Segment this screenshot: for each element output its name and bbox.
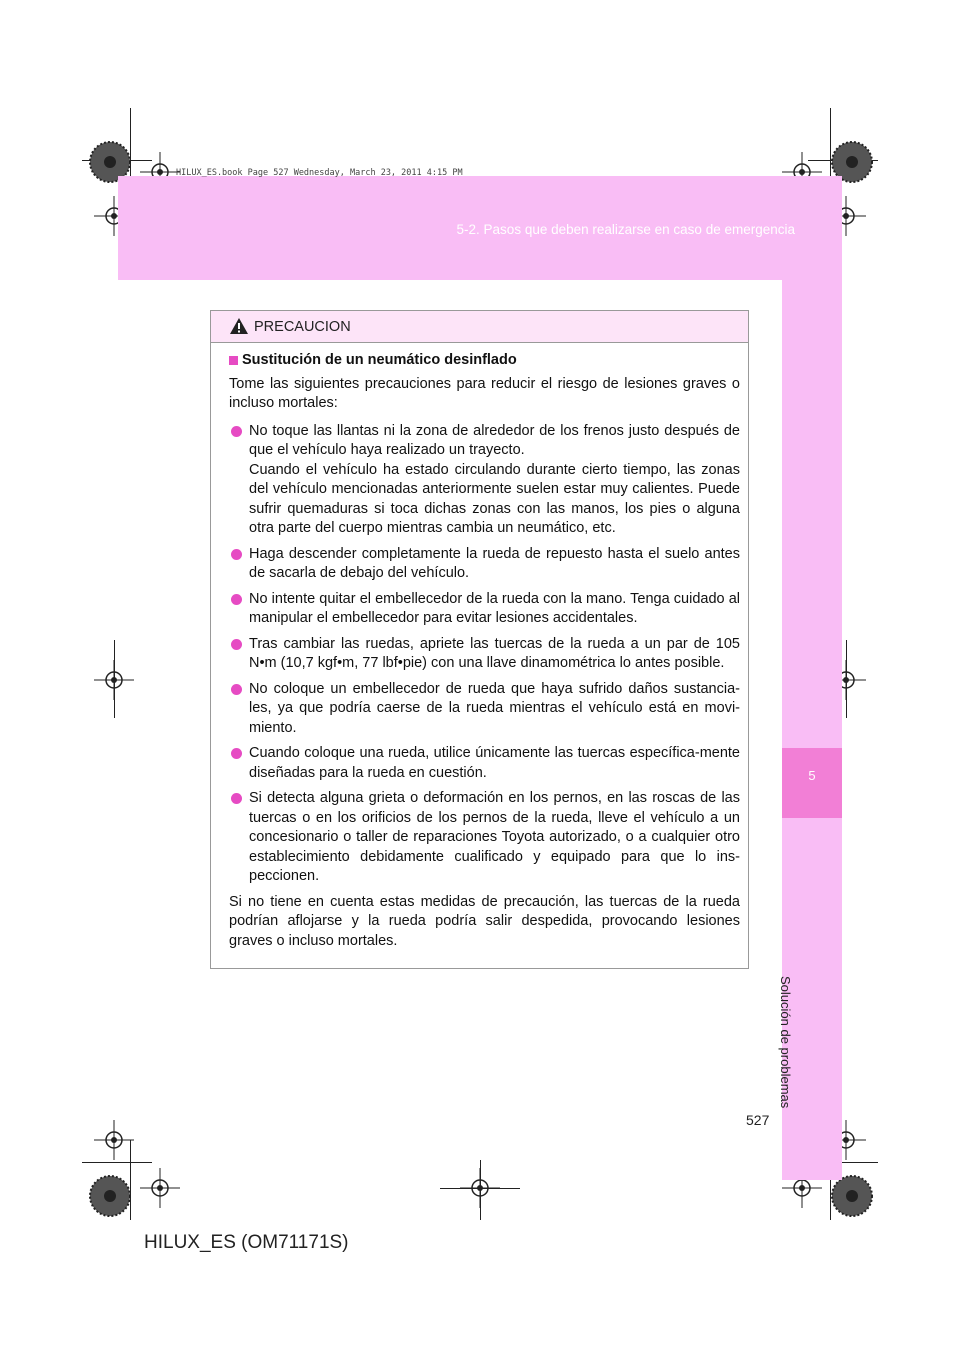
warning-triangle-icon [229, 317, 249, 335]
footer-model: HILUX_ES (OM71171S) [144, 1232, 349, 1253]
bullet-item: Haga descender completamente la rueda de repuesto hasta el suelo antes de sacarla de debajo del vehículo. [229, 545, 740, 584]
registration-mark-icon [460, 1168, 500, 1208]
side-tab-chapter [782, 748, 842, 818]
caution-subheading: Sustitución de un neumático desinflado [229, 351, 740, 371]
bullet-item: Si detecta alguna grieta o deformación en los pernos, en las roscas de las tuercas o en los orificios de los pernos de la rueda, lleve el vehículo a un concesionario o taller de reparaciones Toyota autorizado, o a cualquier otro establecimiento debidamente cualificado y equipado para que lo ins-peccionen. [229, 789, 740, 887]
caution-body [229, 351, 740, 951]
caution-intro: Tome las siguientes precauciones para reducir el riesgo de lesiones graves o incluso mortales: [229, 375, 740, 411]
bullet-item: Tras cambiar las ruedas, apriete las tuercas de la rueda a un par de 105 N•m (10,7 kgf•m, 77 lbf•pie) con una llave dinamométrica lo antes posible. [229, 635, 740, 674]
star-target-icon [88, 1174, 132, 1218]
bullet-item: No intente quitar el embellecedor de la rueda con la mano. Tenga cuidado al manipular el embellecedor para evitar lesiones accidentales. [229, 590, 740, 629]
bullet-item: No toque las llantas ni la zona de alrededor de los frenos justo después de que el vehículo haya realizado un trayecto. Cuando el vehículo ha estado circulando durante cierto tiempo, las zonas del vehículo mencionadas anteriormente suelen estar muy calientes. Puede sufrir quemaduras si toca dichas zonas con las manos, los pies o alguna otra parte del cuerpo mientras cambia un neumático, etc. [229, 422, 740, 539]
registration-mark-icon [140, 1168, 180, 1208]
file-stamp: HILUX_ES.book Page 527 Wednesday, March 23, 2011 4:15 PM [176, 168, 463, 178]
star-target-icon [830, 1174, 874, 1218]
bullet-item: Cuando coloque una rueda, utilice únicamente las tuercas específica-mente diseñadas para la rueda en cuestión. [229, 744, 740, 783]
chapter-label: Solución de problemas [778, 976, 793, 1109]
section-title: 5-2. Pasos que deben realizarse en caso de emergencia [456, 222, 795, 237]
caution-box [210, 310, 749, 969]
caution-header [211, 311, 748, 343]
registration-mark-icon [94, 660, 134, 700]
bullet-item: No coloque un embellecedor de rueda que haya sufrido daños sustancia-les, ya que podría caerse de la rueda mientras el vehículo está en movi-miento. [229, 680, 740, 739]
page-number: 527 [746, 1112, 770, 1128]
chapter-number: 5 [808, 768, 816, 783]
registration-mark-icon [94, 1120, 134, 1160]
caution-title: PRECAUCION [254, 319, 351, 335]
caution-closing: Si no tiene en cuenta estas medidas de precaución, las tuercas de la rueda podrían aflojarse y la rueda podría salir despedida, provocando lesiones graves o incluso mortales. [229, 893, 740, 949]
